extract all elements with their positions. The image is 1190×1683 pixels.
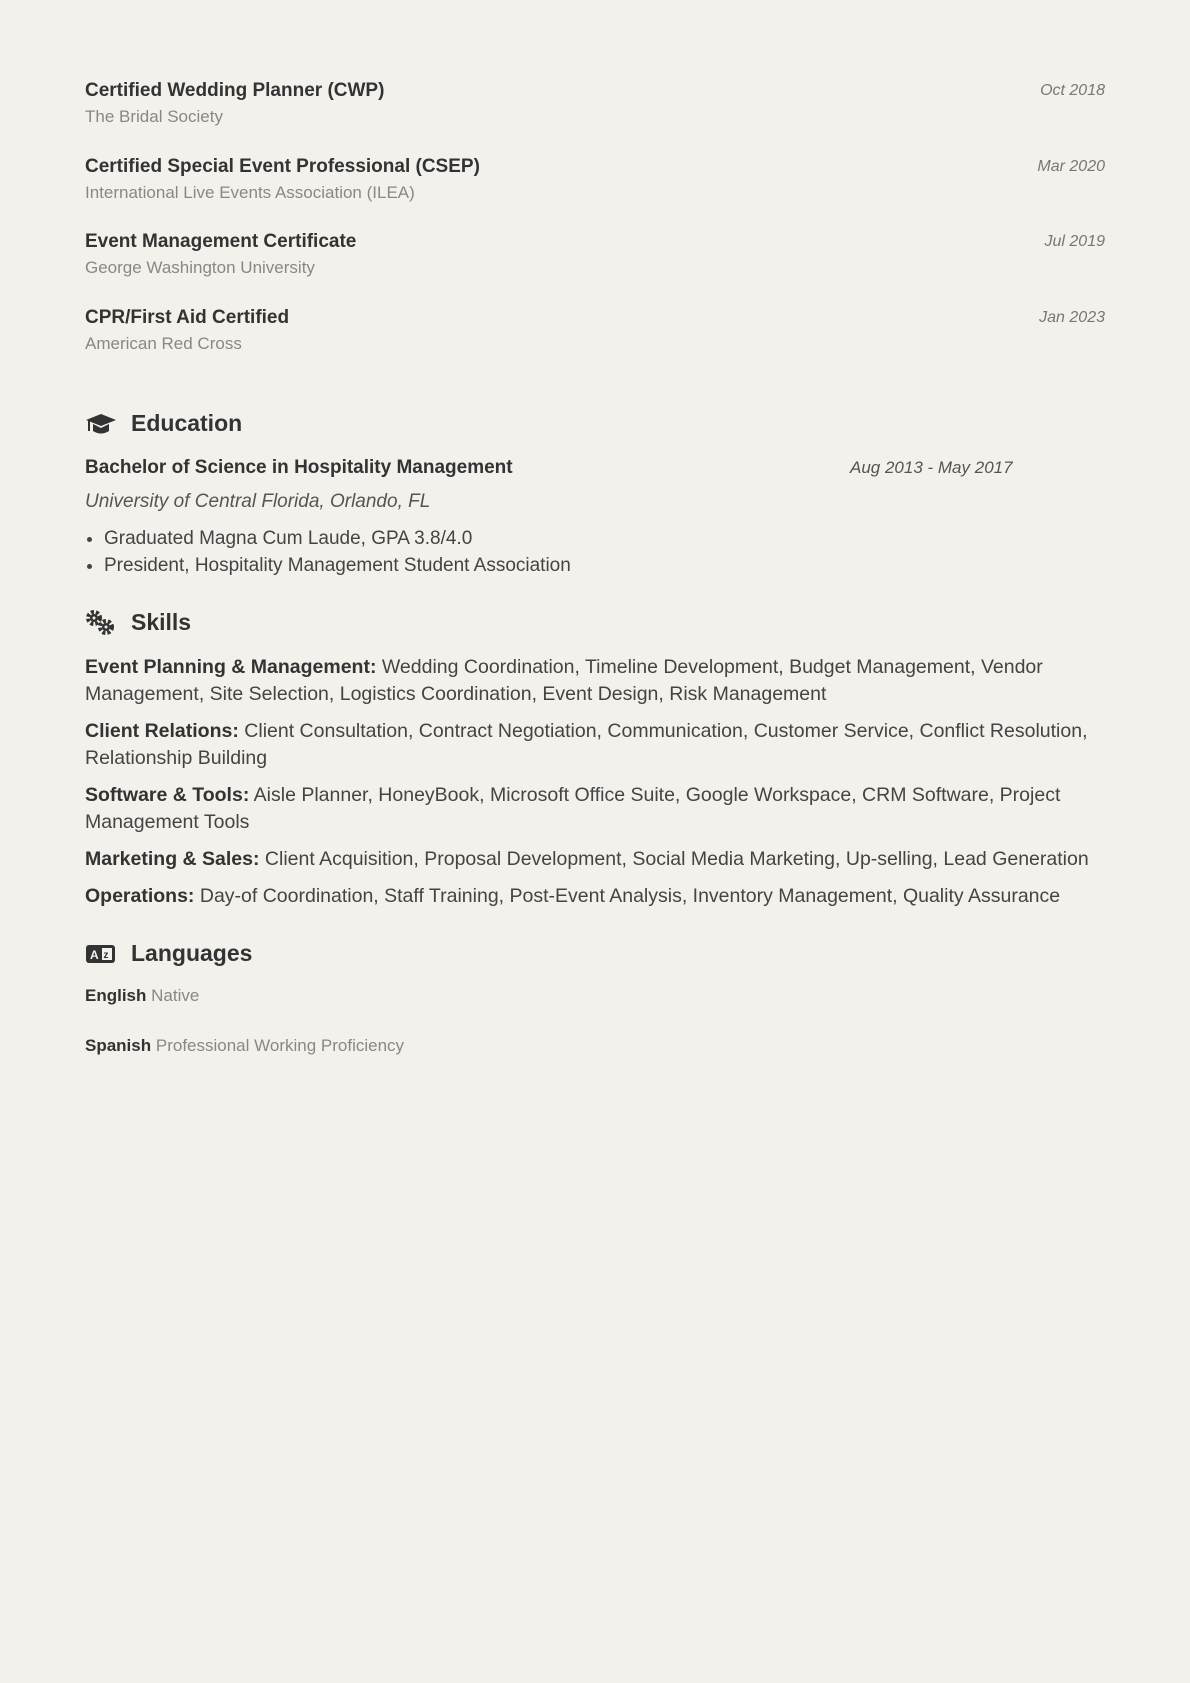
cert-date: Jul 2019 <box>1044 233 1105 250</box>
cert-date: Mar 2020 <box>1037 157 1105 175</box>
skill-label: Event Planning & Management: <box>85 656 377 678</box>
skill-value: Client Acquisition, Proposal Development, Social Media Marketing, Up-selling, Lead Generation <box>264 848 1089 870</box>
skill-label: Client Relations: <box>85 720 239 742</box>
skill-value: Day-of Coordination, Staff Training, Post-Event Analysis, Inventory Management, Quality Assurance <box>199 885 1061 907</box>
skill-label: Software & Tools: <box>85 784 250 806</box>
bullet: • President, Hospitality Management Student Association <box>104 552 1105 579</box>
section-title: Languages <box>131 940 253 966</box>
language-name: Spanish <box>85 1036 152 1055</box>
language-name: English <box>85 986 147 1005</box>
svg-text:z: z <box>103 949 109 961</box>
cert-date: Oct 2018 <box>1040 82 1105 99</box>
cert-issuer: American Red Cross <box>85 333 242 353</box>
education-bullets <box>85 525 1105 579</box>
cert-item <box>85 154 1105 230</box>
skills-heading <box>85 609 1105 636</box>
skill-row <box>85 782 1105 836</box>
languages-list <box>85 985 1105 1057</box>
cert-issuer: The Bridal Society <box>85 107 223 126</box>
skill-label: Marketing & Sales: <box>85 848 260 870</box>
graduation-cap-icon <box>85 411 117 437</box>
gears-icon <box>85 610 117 636</box>
language-item <box>85 985 1105 1007</box>
section-title: Skills <box>131 609 192 635</box>
cert-title: Certified Wedding Planner (CWP) <box>85 80 385 101</box>
language-item <box>85 1035 1105 1057</box>
skill-value: Wedding Coordination, Timeline Development, Budget Management, Vendor Management, Site Selection, Logistics Coordination, Event Design, Risk Management <box>85 656 1043 705</box>
skill-row <box>85 718 1105 772</box>
language-level: Professional Working Proficiency <box>155 1036 405 1055</box>
education-item <box>85 455 1105 579</box>
cert-title: Event Management Certificate <box>85 231 357 252</box>
cert-issuer: International Live Events Association (ILEA) <box>85 182 415 202</box>
section-title: Education <box>131 410 243 436</box>
school: University of Central Florida, Orlando, FL <box>85 491 431 512</box>
cert-issuer: George Washington University <box>85 258 315 277</box>
cert-title: CPR/First Aid Certified <box>85 306 290 328</box>
degree: Bachelor of Science in Hospitality Management <box>85 457 513 478</box>
language-icon <box>85 941 117 967</box>
cert-item <box>85 305 1105 381</box>
skill-label: Operations: <box>85 885 195 907</box>
cert-item <box>85 78 1105 154</box>
languages-heading <box>85 940 1105 967</box>
skill-row <box>85 846 1105 873</box>
skills-list <box>85 654 1105 910</box>
education-dates: Aug 2013 - May 2017 <box>850 458 1013 477</box>
language-level: Native <box>151 986 200 1005</box>
skill-value: Aisle Planner, HoneyBook, Microsoft Office Suite, Google Workspace, CRM Software, Project Management Tools <box>85 784 1061 833</box>
cert-item <box>85 229 1105 305</box>
svg-text:A: A <box>90 947 99 962</box>
certifications-list <box>85 78 1105 380</box>
cert-title: Certified Special Event Professional (CSEP) <box>85 155 480 177</box>
skill-row <box>85 654 1105 708</box>
bullet: • Graduated Magna Cum Laude, GPA 3.8/4.0 <box>104 525 1105 552</box>
cert-date: Jan 2023 <box>1039 308 1105 326</box>
skill-row <box>85 883 1105 910</box>
education-heading <box>85 410 1105 437</box>
skill-value: Client Consultation, Contract Negotiation, Communication, Customer Service, Conflict Resolution, Relationship Building <box>85 720 1088 769</box>
